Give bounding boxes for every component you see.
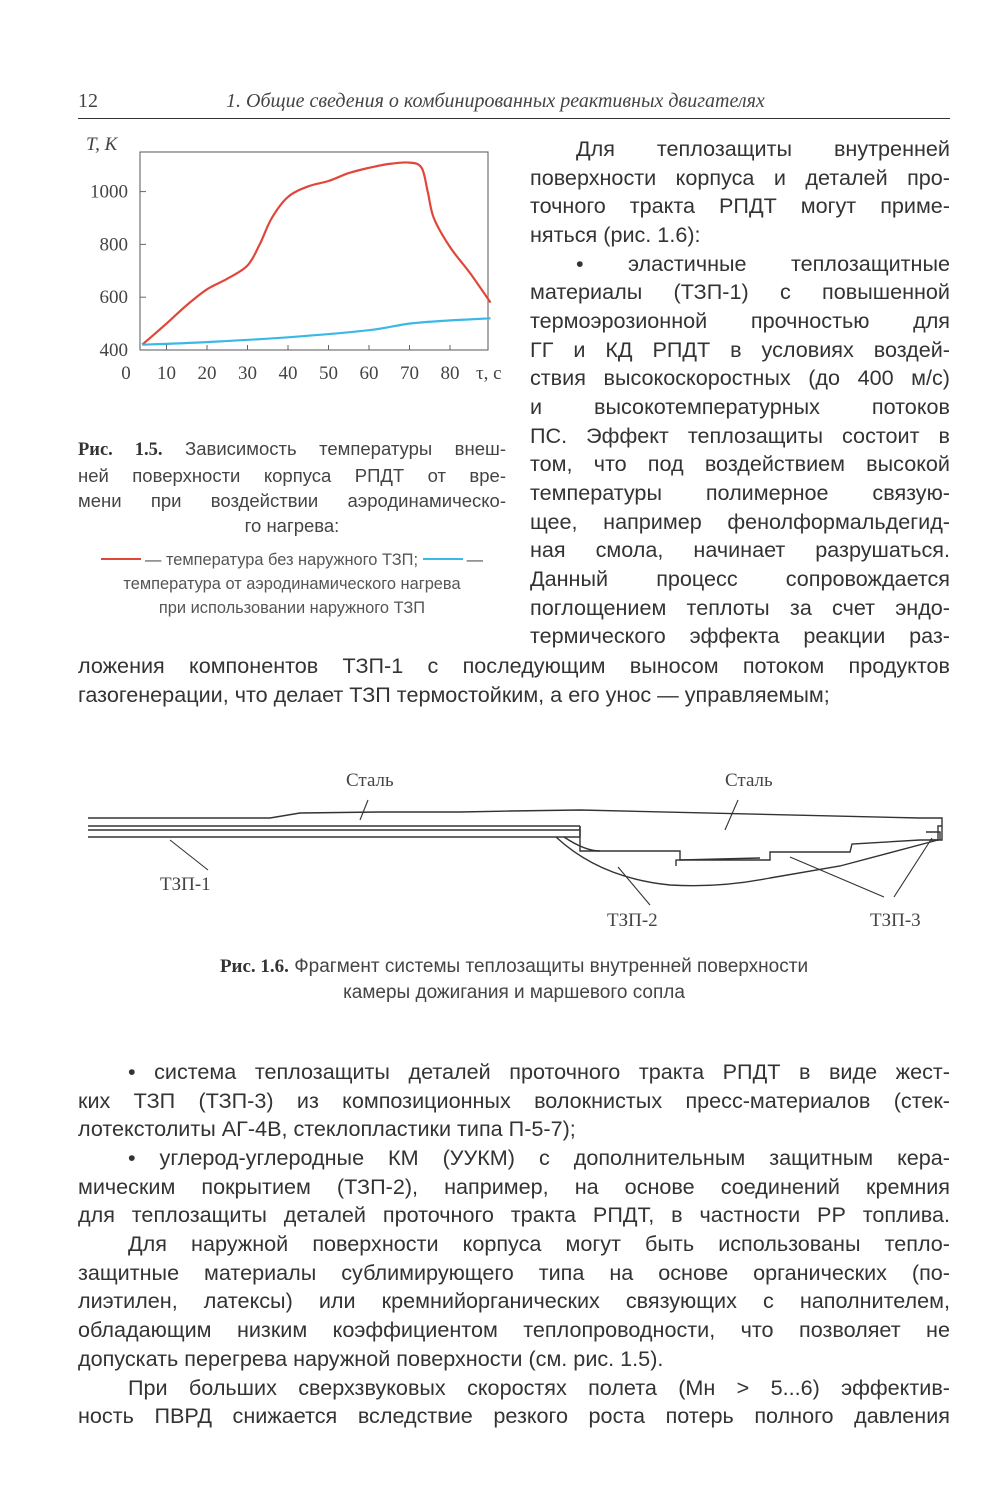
series-line-with-tzp (142, 318, 490, 344)
text-line: щее, например фенолформальдегид- (530, 509, 950, 534)
text-line: Данный процесс сопровождается (530, 566, 950, 591)
x-tick-label: 60 (359, 363, 379, 384)
x-tick-label: 10 (157, 363, 176, 384)
label-tzp1: ТЗП-1 (160, 874, 211, 895)
leader-tzp1 (170, 840, 208, 870)
x-tick-label: 50 (319, 363, 338, 384)
leader-tzp2 (618, 867, 650, 905)
label-steel-left: Сталь (346, 770, 394, 791)
x-tick-label: 20 (197, 363, 217, 384)
text-line: допускать перегрева наружной поверхности (см. рис. 1.5). (78, 1346, 664, 1371)
text-line: том, что под воздействием высокой (530, 451, 950, 476)
x-tick-label: 70 (400, 363, 419, 384)
y-tick-label: 600 (99, 287, 128, 309)
caption-line: мени при воздействии аэродинамическо- (78, 490, 506, 511)
text-line: ность ПВРД снижается вследствие резкого роста потерь полного давления (78, 1403, 950, 1428)
text-line: обладающим низким коэффициентом теплопроводности, что позволяет не (78, 1317, 950, 1342)
series-line-without-tzp (142, 162, 490, 344)
figure-1-6-caption (78, 954, 950, 1006)
text-line: ная смола, начинает разрушаться. (530, 537, 950, 562)
text-line: няться (рис. 1.6): (530, 222, 701, 247)
caption-line: Зависимость температуры внеш- (185, 438, 506, 459)
page-number: 12 (78, 90, 98, 112)
text-line: точного тракта РПДТ могут приме- (530, 193, 950, 218)
running-title: 1. Общие сведения о комбинированных реактивных двигателях (226, 90, 765, 112)
chart-y-axis-label: T, K (86, 134, 118, 155)
leader-steel-left (360, 800, 368, 820)
text-line: и высокотемпературных потоков (530, 394, 950, 419)
x-tick-label: 0 (121, 363, 131, 384)
text-line: • эластичные теплозащитные (576, 251, 950, 276)
text-line: для теплозащиты деталей проточного тракта РПДТ, в частности РР топлива. (78, 1202, 950, 1227)
text-line: • углерод-углеродные КМ (УУКМ) с дополнительным защитным кера- (128, 1145, 950, 1170)
text-line: ких ТЗП (ТЗП-3) из композиционных волокнистых пресс-материалов (стек- (78, 1088, 950, 1113)
text-line: ложения компонентов ТЗП-1 с последующим выносом потоком продуктов (78, 653, 950, 678)
text-line: При больших сверхзвуковых скоростях полета (Mн > 5...6) эффектив- (128, 1375, 950, 1400)
text-line: материалы (ТЗП-1) с повышенной (530, 279, 950, 304)
x-tick-label: 40 (278, 363, 298, 384)
x-tick-label: 30 (238, 363, 257, 384)
page-header (78, 88, 950, 119)
text-line: термоэрозионной прочностью для (530, 308, 950, 333)
text-line: ПС. Эффект теплозащиты состоит в (530, 423, 950, 448)
label-tzp3: ТЗП-3 (870, 910, 921, 931)
steel-inner-profile-2 (676, 858, 760, 866)
text-line: лотекстолиты АГ-4В, стеклопластики типа П-5-7); (78, 1116, 576, 1141)
figure-1-5-legend (78, 548, 506, 620)
figure-1-6-label: Рис. 1.6. (219, 956, 289, 977)
label-steel-right: Сталь (725, 770, 773, 791)
temperature-chart-svg (70, 130, 510, 390)
caption-line: Фрагмент системы теплозащиты внутренней поверхности (294, 956, 809, 977)
text-line: защитные материалы сублимирующего типа на основе органических (по- (78, 1260, 950, 1285)
y-tick-label: 1000 (90, 181, 128, 203)
text-line: ГГ и КД РПДТ в условиях воздей- (530, 337, 950, 362)
figure-1-6-diagram (80, 760, 950, 945)
leader-steel-right (725, 800, 738, 830)
text-line: мическим покрытием (ТЗП-2), например, на основе соединений кремния (78, 1174, 950, 1199)
figure-1-5-caption (78, 436, 506, 538)
text-line: поверхности корпуса и деталей про- (530, 165, 950, 190)
thermal-protection-diagram-svg (80, 760, 950, 940)
label-tzp2: ТЗП-2 (607, 910, 658, 931)
legend-blue-line-swatch (423, 558, 463, 560)
tzp2-outline (556, 837, 938, 886)
chart-x-axis-label: τ, с (476, 363, 502, 384)
y-tick-label: 400 (99, 340, 128, 361)
caption-line: го нагрева: (244, 515, 340, 536)
text-line: Для наружной поверхности корпуса могут быть использованы тепло- (128, 1231, 950, 1256)
caption-line: ней поверхности корпуса РПДТ от вре- (78, 465, 506, 486)
text-line: газогенерации, что делает ТЗП термостойким, а его унос — управляемым; (78, 682, 830, 707)
text-line: термического эффекта реакции раз- (530, 623, 950, 648)
text-line: Для теплозащиты внутренней (576, 136, 950, 161)
text-line: • система теплозащиты деталей проточного тракта РПДТ в виде жест- (128, 1059, 950, 1084)
leader-tzp3-a (790, 857, 884, 897)
text-line: лиэтилен, латексы) или кремнийорганических связующих с наполнителем, (78, 1288, 950, 1313)
y-tick-label: 800 (99, 234, 128, 256)
legend-blue-text: при использовании наружного ТЗП (158, 599, 426, 617)
text-line: температуры полимерное связую- (530, 480, 950, 505)
x-tick-label: 80 (440, 363, 460, 384)
figure-1-5-label: Рис. 1.5. (78, 440, 163, 460)
text-line: поглощением теплоты за счет эндо- (530, 595, 950, 620)
steel-outer-line (88, 810, 942, 840)
figure-1-5-chart (70, 130, 510, 395)
legend-blue-text: — температура от аэродинамического нагрева (123, 551, 483, 593)
legend-red-line-swatch (101, 558, 141, 560)
steel-inner-profile (580, 826, 942, 860)
text-line: ствия высокоскоростных (до 400 м/с) (530, 365, 950, 390)
caption-line: камеры дожигания и маршевого сопла (343, 982, 685, 1003)
legend-red-text: — температура без наружного ТЗП; (145, 551, 419, 569)
